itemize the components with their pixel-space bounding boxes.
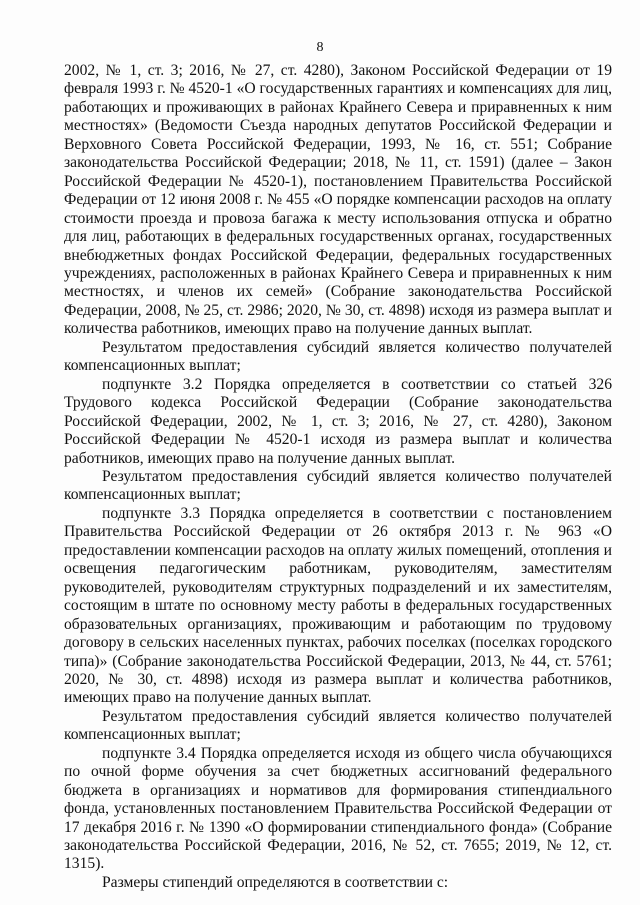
paragraph-result-statement: Результатом предоставления субсидий является количество получателей компенсационных выплат;: [64, 338, 612, 375]
document-body: [64, 62, 612, 892]
paragraph-scholarship-sizes: Размеры стипендий определяются в соответствии с:: [102, 873, 449, 891]
paragraph-continuation-legal-references: 2002, № 1, ст. 3; 2016, № 27, ст. 4280), Законом Российской Федерации от 19 февраля 1993 г. № 4520-1 «О государственных гарантиях и компенсациях для лиц, работающих и проживающих в районах Крайнего Севера и приравненных к ним местностях» (Ведомости Съезда народных депутатов Российской Федерации и Верховного Совета Российской Федерации, 1993, № 16, ст. 551; Собрание законодательства Российской Федерации; 2018, № 11, ст. 1591) (далее – Закон Российской Федерации № 4520-1), постановлением Правительства Российской Федерации от 12 июня 2008 г. № 455 «О порядке компенсации расходов на оплату стоимости проезда и провоза багажа к месту использования отпуска и обратно для лиц, работающих в федеральных государственных органах, государственных внебюджетных фондах Российской Федерации, федеральных государственных учреждениях, расположенных в районах Крайнего Севера и приравненных к ним местностях, и членов их семей» (Собрание законодательства Российской Федерации, 2008, № 25, ст. 2986; 2020, № 30, ст. 4898) исходя из размера выплат и количества работников, имеющих право на получение данных выплат.: [64, 62, 612, 338]
paragraph-subclause-3-2: подпункте 3.2 Порядка определяется в соответствии со статьей 326 Трудового кодекса Российской Федерации (Собрание законодательства Российской Федерации, 2002, № 1, ст. 3; 2016, № 27, ст. 4280), Законом Российской Федерации № 4520-1 исходя из размера выплат и количества работников, имеющих право на получение данных выплат.: [64, 375, 612, 467]
paragraph-subclause-3-3: подпункте 3.3 Порядка определяется в соответствии с постановлением Правительства Российской Федерации от 26 октября 2013 г. № 963 «О предоставлении компенсации расходов на оплату жилых помещений, отопления и освещения педагогическим работникам, руководителям, заместителям руководителей, руководителям структурных подразделений и их заместителям, состоящим в штате по основному месту работы в федеральных государственных образовательных организациях, проживающим и работающим по трудовому договору в сельских населенных пунктах, рабочих поселках (поселках городского типа)» (Собрание законодательства Российской Федерации, 2013, № 44, ст. 5761; 2020, № 30, ст. 4898) исходя из размера выплат и количества работников, имеющих право на получение данных выплат.: [64, 504, 612, 707]
paragraph-result-statement: Результатом предоставления субсидий является количество получателей компенсационных выплат;: [64, 467, 612, 504]
page-number: 8: [316, 40, 324, 55]
paragraph-subclause-3-4: подпункте 3.4 Порядка определяется исходя из общего числа обучающихся по очной форме обучения за счет бюджетных ассигнований федерального бюджета в организациях и нормативов для формирования стипендиального фонда, установленных постановлением Правительства Российской Федерации от 17 декабря 2016 г. № 1390 «О формировании стипендиального фонда» (Собрание законодательства Российской Федерации, 2016, № 52, ст. 7655; 2019, № 12, ст. 1315).: [64, 744, 612, 873]
paragraph-result-statement: Результатом предоставления субсидий является количество получателей компенсационных выплат;: [64, 707, 612, 744]
